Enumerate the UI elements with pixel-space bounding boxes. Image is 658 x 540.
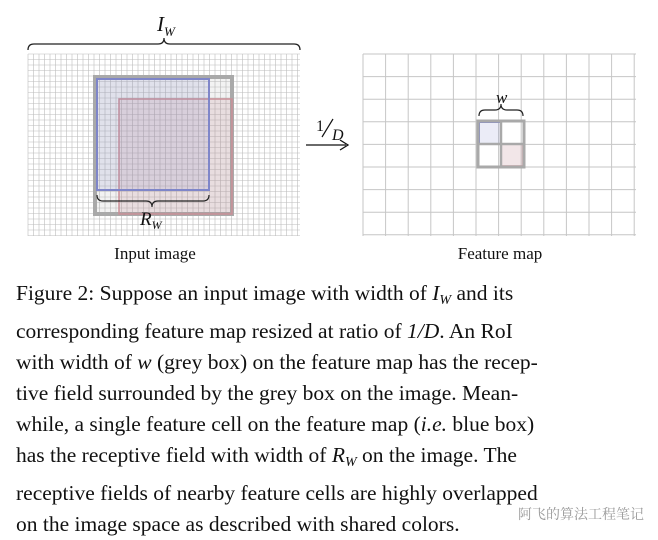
blue-receptive-box (97, 79, 209, 190)
caption-line-7: receptive fields of nearby feature cells are highly overlapped (16, 481, 538, 505)
rw-label: $R_W$ (140, 209, 162, 232)
iw-label: $I_W$ (157, 12, 175, 39)
figure-caption (16, 278, 648, 540)
feature-blue-cell (479, 122, 501, 144)
ratio-denominator: D (332, 127, 344, 144)
caption-line-1: Figure 2: Suppose an input image with width of $I_W$ and its (16, 281, 514, 308)
caption-line-2: corresponding feature map resized at ratio of 1/D. An RoI (16, 319, 513, 343)
feature-map-label: Feature map (457, 244, 543, 263)
caption-line-8: on the image space as described with shared colors. (16, 512, 460, 536)
iw-brace (28, 38, 300, 50)
feature-red-cell (501, 144, 523, 166)
w-label: w (496, 88, 508, 107)
ratio-numerator: 1 (316, 118, 324, 135)
watermark: 阿飞的算法工程笔记 (518, 506, 644, 522)
caption-line-3: with width of w (grey box) on the feature map has the recep- (16, 350, 538, 374)
caption-line-5: while, a single feature cell on the feature map (i.e. blue box) (16, 412, 535, 436)
caption-line-4: tive field surrounded by the grey box on the image. Mean- (16, 381, 519, 405)
input-image-label: Input image (114, 244, 196, 263)
caption-line-6: has the receptive field with width of $R_W$ on the image. The (16, 443, 517, 470)
